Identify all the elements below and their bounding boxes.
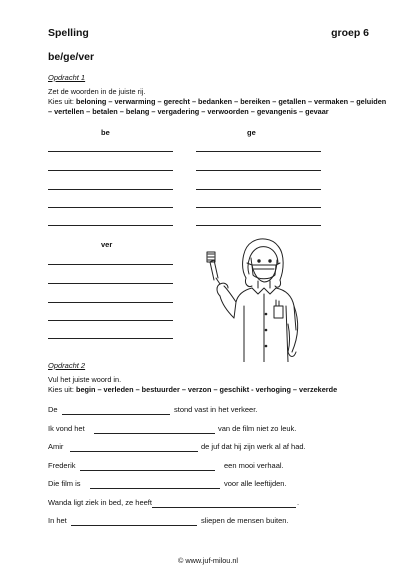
sentence-text-before: Frederik bbox=[48, 461, 76, 470]
subtitle: be/ge/ver bbox=[48, 51, 95, 63]
assignment-1-instruction: Zet de woorden in de juiste rij. bbox=[48, 87, 146, 96]
sentence-text-before: Wanda ligt ziek in bed, ze heeft bbox=[48, 498, 152, 507]
sentence-text-before: Die film is bbox=[48, 479, 81, 488]
fill-in-blank[interactable] bbox=[152, 507, 296, 508]
word-list-line-2: – vertellen – betalen – belang – vergadering – verwoorden – gevangenis – gevaar bbox=[48, 107, 329, 116]
choose-prefix: Kies uit: bbox=[48, 97, 76, 106]
column-header-ge: ge bbox=[247, 128, 256, 137]
column-header-be: be bbox=[101, 128, 110, 137]
fill-in-blank[interactable] bbox=[94, 433, 215, 434]
column-header-ver: ver bbox=[101, 240, 113, 249]
word-list-line-1: beloning – verwarming – gerecht – bedanken – bereiken – getallen – vermaken – geluiden bbox=[75, 97, 387, 106]
sentence-text-after: voor alle leeftijden. bbox=[224, 479, 287, 488]
assignment-2-label: Opdracht 2 bbox=[48, 361, 86, 370]
grade-label: groep 6 bbox=[331, 27, 369, 39]
answer-line-ver-4[interactable] bbox=[48, 320, 173, 321]
answer-line-be-1[interactable] bbox=[48, 151, 173, 152]
worksheet-title: Spelling bbox=[48, 27, 89, 39]
sentence-text-after: stond vast in het verkeer. bbox=[174, 405, 258, 414]
assignment-1-word-list bbox=[48, 97, 386, 107]
fill-in-blank[interactable] bbox=[90, 488, 220, 489]
fill-in-blank[interactable] bbox=[70, 451, 198, 452]
footer-copyright: © www.juf-milou.nl bbox=[177, 556, 239, 565]
answer-line-ver-2[interactable] bbox=[48, 283, 173, 284]
assignment-2-word-list bbox=[48, 385, 337, 395]
sentence-text-before: In het bbox=[48, 516, 67, 525]
answer-line-be-4[interactable] bbox=[48, 207, 173, 208]
sentence-text-before: De bbox=[48, 405, 58, 414]
assignment-2-instruction: Vul het juiste woord in. bbox=[48, 375, 122, 384]
assignment-1-label: Opdracht 1 bbox=[48, 73, 86, 82]
choose-prefix: Kies uit: bbox=[48, 385, 76, 394]
answer-line-be-2[interactable] bbox=[48, 170, 173, 171]
answer-line-ge-2[interactable] bbox=[196, 170, 321, 171]
answer-line-ver-3[interactable] bbox=[48, 302, 173, 303]
sentence-text-after: van de film niet zo leuk. bbox=[218, 424, 297, 433]
fill-in-blank[interactable] bbox=[71, 525, 197, 526]
answer-line-be-5[interactable] bbox=[48, 225, 173, 226]
word-list: begin – verleden – bestuurder – verzon – geschikt - verhoging – verzekerde bbox=[75, 385, 338, 394]
answer-line-ver-1[interactable] bbox=[48, 264, 173, 265]
sentence-text-after: een mooi verhaal. bbox=[224, 461, 284, 470]
answer-line-be-3[interactable] bbox=[48, 189, 173, 190]
sentence-text-after: . bbox=[297, 498, 300, 507]
fill-in-blank[interactable] bbox=[62, 414, 170, 415]
answer-line-ge-1[interactable] bbox=[196, 151, 321, 152]
answer-line-ge-5[interactable] bbox=[196, 225, 321, 226]
sentence-text-after: sliepen de mensen buiten. bbox=[201, 516, 289, 525]
answer-line-ge-3[interactable] bbox=[196, 189, 321, 190]
dentist-illustration-icon bbox=[200, 234, 310, 362]
sentence-text-before: Amir bbox=[48, 442, 64, 451]
answer-line-ver-5[interactable] bbox=[48, 338, 173, 339]
sentence-text-before: Ik vond het bbox=[48, 424, 85, 433]
fill-in-blank[interactable] bbox=[80, 470, 215, 471]
answer-line-ge-4[interactable] bbox=[196, 207, 321, 208]
sentence-text-after: de juf dat hij zijn werk al af had. bbox=[201, 442, 306, 451]
